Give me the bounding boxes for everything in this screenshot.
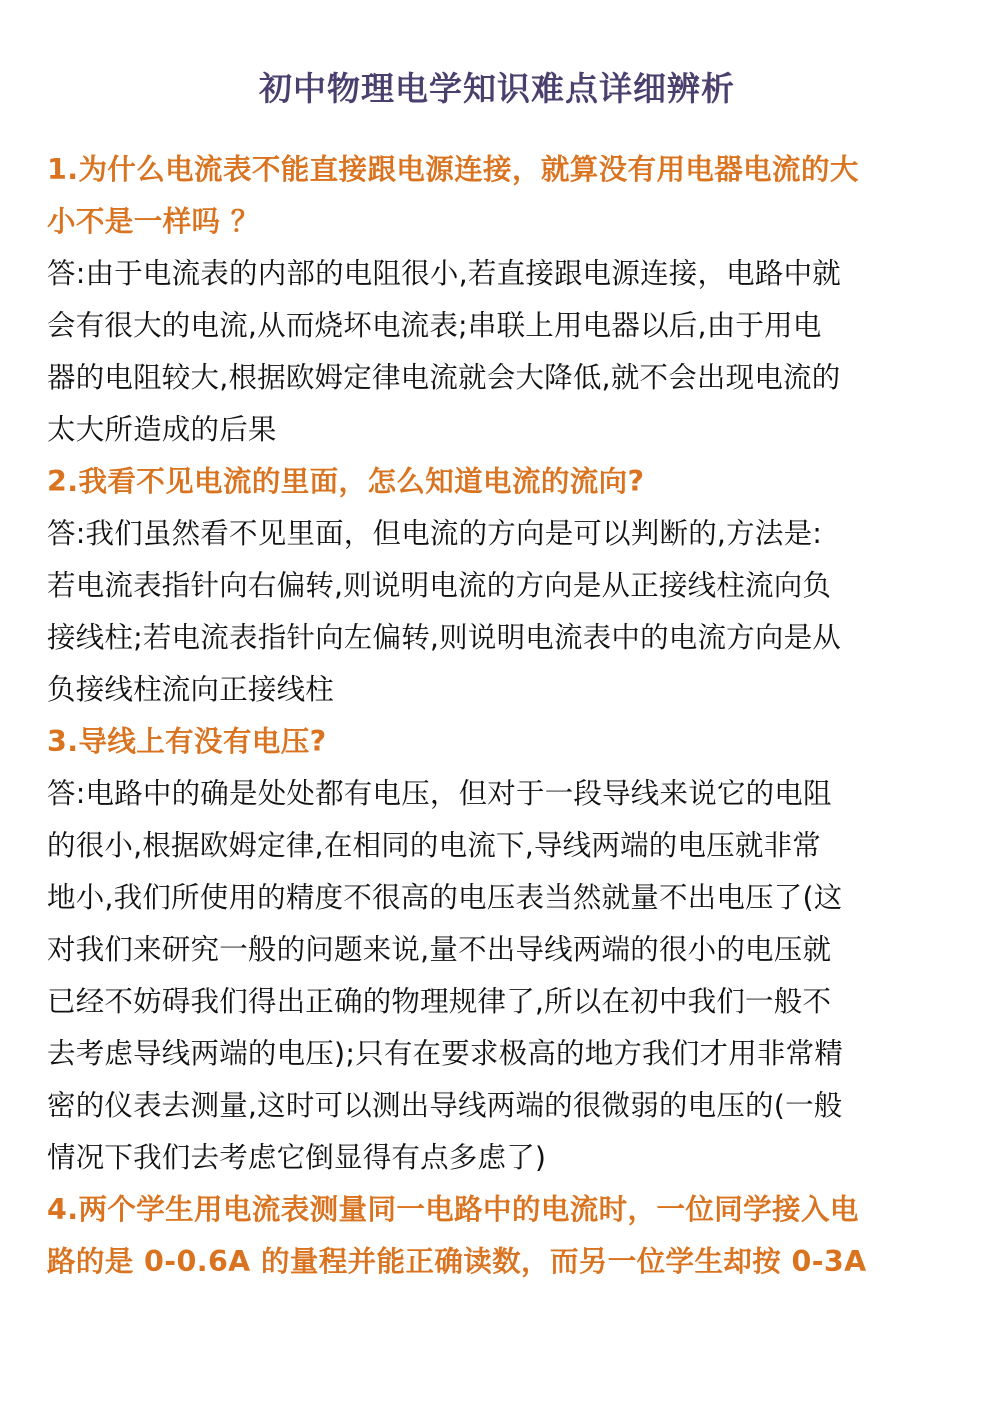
question-line: 4.两个学生用电流表测量同一电路中的电流时，一位同学接入电 [47,1193,859,1226]
qa-section-1 [47,144,947,456]
question-line: 小不是一样吗 ？ [47,205,260,238]
qa-section-3 [47,716,947,1184]
answer-2 [47,508,947,716]
answer-3 [47,768,947,1184]
answer-line: 已经不妨碍我们得出正确的物理规律了,所以在初中我们一般不 [47,985,832,1018]
answer-line: 密的仪表去测量,这时可以测出导线两端的很微弱的电压的(一般 [47,1089,843,1122]
answer-line: 答:我们虽然看不见里面，但电流的方向是可以判断的,方法是: [47,517,823,550]
answer-line: 地小,我们所使用的精度不很高的电压表当然就量不出电压了(这 [47,881,843,914]
answer-line: 会有很大的电流,从而烧坏电流表;串联上用电器以后,由于用电 [47,309,822,342]
answer-line: 对我们来研究一般的问题来说,量不出导线两端的很小的电压就 [47,933,832,966]
question-4 [47,1184,947,1288]
answer-line: 器的电阻较大,根据欧姆定律电流就会大降低,就不会出现电流的 [47,361,841,394]
answer-1 [47,248,947,456]
question-line: 3.导线上有没有电压? [47,725,327,758]
answer-line: 去考虑导线两端的电压);只有在要求极高的地方我们才用非常精 [47,1037,844,1070]
question-2 [47,456,947,508]
question-3 [47,716,947,768]
page-title: 初中物理电学知识难点详细辨析 [259,69,735,108]
document-page [47,60,947,1288]
answer-line: 情况下我们去考虑它倒显得有点多虑了) [47,1141,547,1174]
answer-line: 太大所造成的后果 [47,413,277,446]
question-line: 路的是 0-0.6A 的量程并能正确读数，而另一位学生却按 0-3A [47,1245,867,1278]
question-1 [47,144,947,248]
answer-line: 负接线柱流向正接线柱 [47,673,335,706]
answer-line: 接线柱;若电流表指针向左偏转,则说明电流表中的电流方向是从 [47,621,841,654]
answer-line: 的很小,根据欧姆定律,在相同的电流下,导线两端的电压就非常 [47,829,821,862]
answer-line: 答:电路中的确是处处都有电压，但对于一段导线来说它的电阻 [47,777,832,810]
qa-section-4 [47,1184,947,1288]
answer-line: 答:由于电流表的内部的电阻很小,若直接跟电源连接，电路中就 [47,257,841,290]
question-line: 2.我看不见电流的里面，怎么知道电流的流向? [47,465,645,498]
answer-line: 若电流表指针向右偏转,则说明电流的方向是从正接线柱流向负 [47,569,832,602]
question-line: 1.为什么电流表不能直接跟电源连接，就算没有用电器电流的大 [47,153,859,186]
qa-section-2 [47,456,947,716]
